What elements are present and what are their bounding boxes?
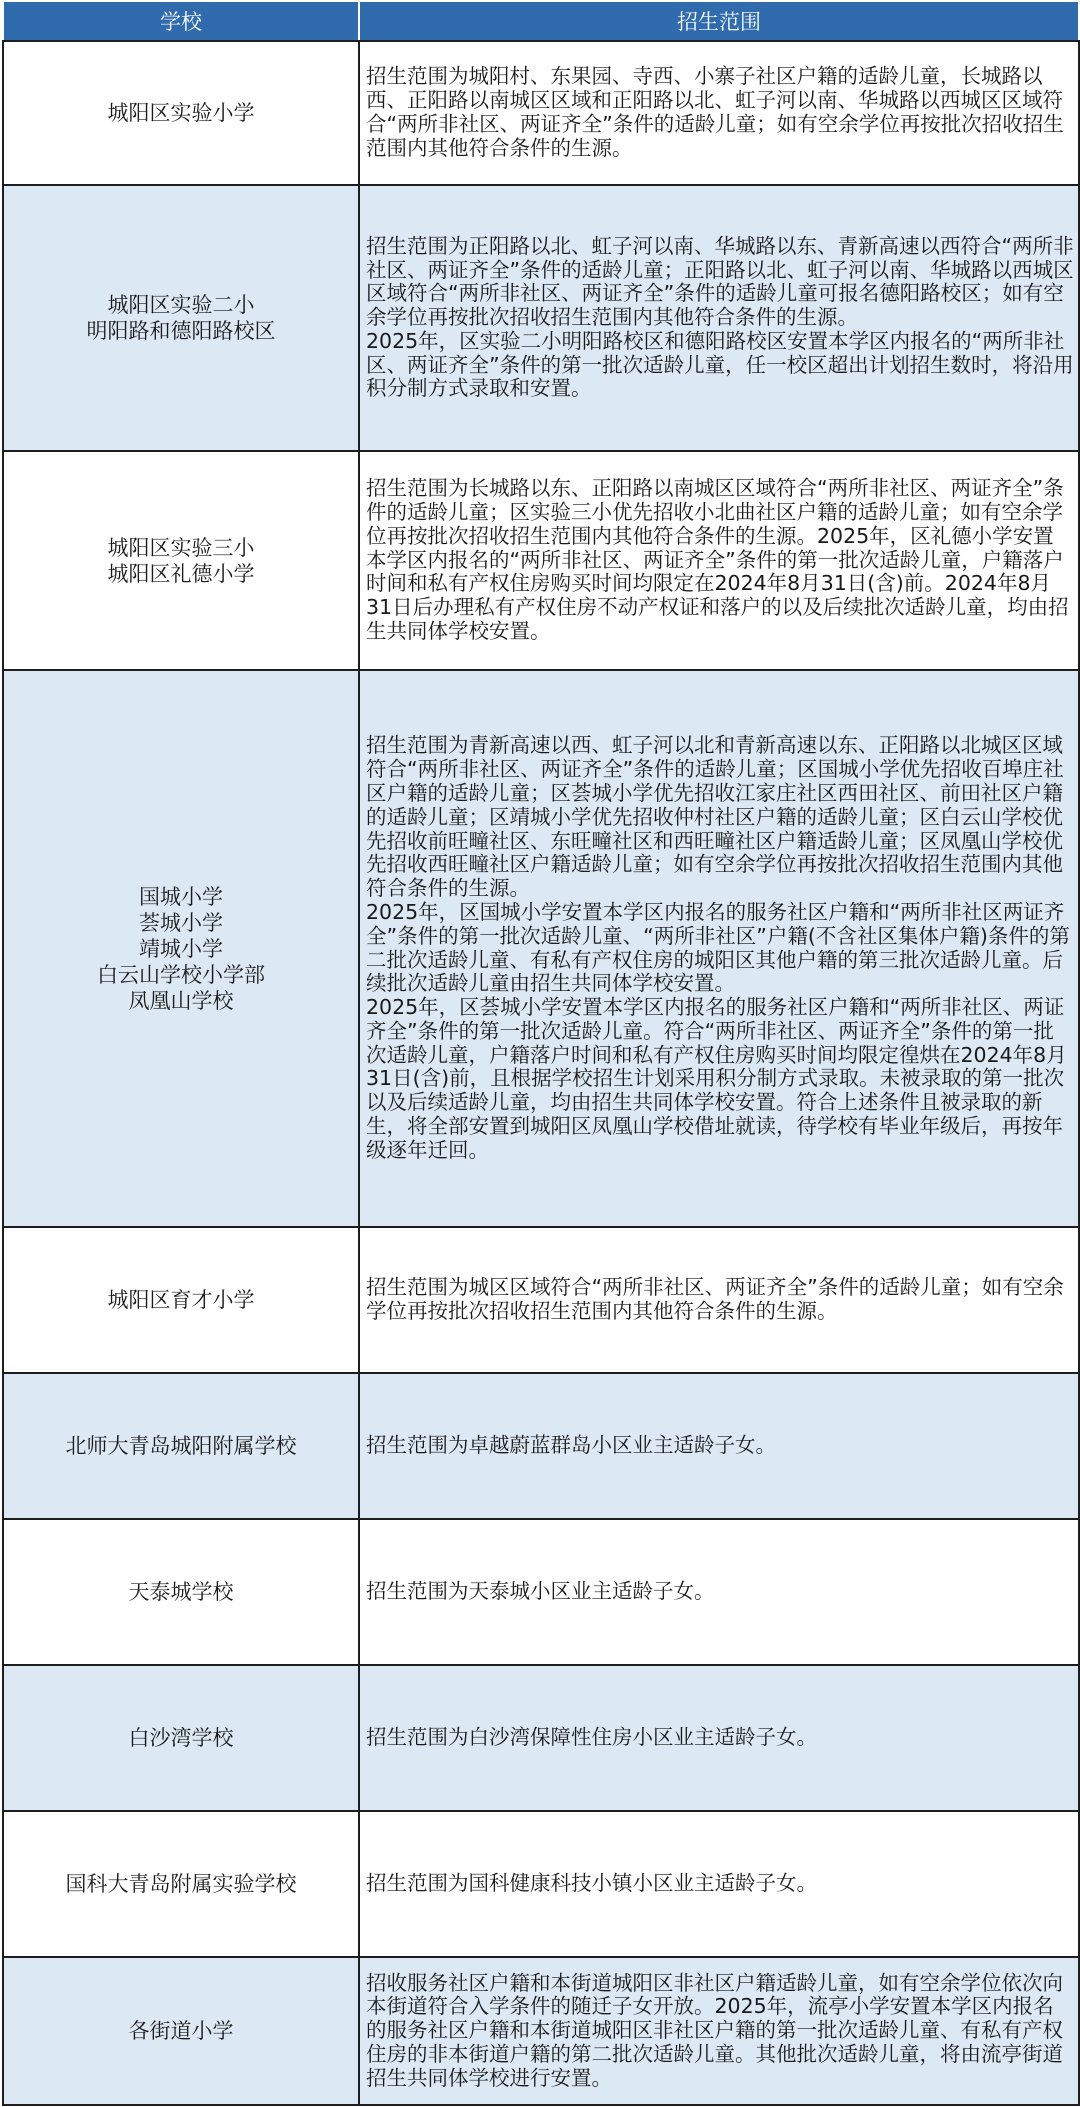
school-name: 城阳区实验三小 [107, 535, 255, 560]
school-cell [3, 670, 359, 1227]
scope-cell [359, 1227, 1079, 1373]
school-name: 白云山学校小学部 [97, 962, 265, 987]
scope-paragraph: 招生范围为青新高速以西、虹子河以北和青新高速以东、正阳路以北城区区域符合“两所非社区、两证齐全”条件的适龄儿童；区国城小学优先招收百埠庄社区户籍的适龄儿童；区荟城小学优先招收江家庄社区西田社区、前田社区户籍的适龄儿童；区靖城小学优先招收仲村社区户籍的适龄儿童；区白云山学校优先招收前旺疃社区、东旺疃社区和西旺疃社区户籍适龄儿童；区凤凰山学校优先招收西旺疃社区户籍适龄儿童；如有空余学位再按批次招收招生范围内其他符合条件的生源。 [366, 733, 1064, 901]
school-cell [3, 451, 359, 670]
school-name: 城阳区实验小学 [107, 101, 255, 125]
school-name: 靖城小学 [139, 936, 223, 961]
table-row [3, 1811, 1079, 1957]
school-name: 白沙湾学校 [128, 1726, 234, 1750]
scope-paragraph: 招生范围为正阳路以北、虹子河以南、华城路以东、青新高速以西符合“两所非社区、两证齐全”条件的适龄儿童；正阳路以北、虹子河以南、华城路以西城区区域符合“两所非社区、两证齐全”条件的适龄儿童可报名德阳路校区；如有空余学位再按批次招收招生范围内其他符合条件的生源。 [366, 233, 1074, 330]
school-name: 各街道小学 [128, 2019, 234, 2043]
table-row [3, 1227, 1079, 1373]
table-row [3, 41, 1079, 185]
scope-paragraph: 招生范围为城阳村、东果园、寺西、小寨子社区户籍的适龄儿童，长城路以西、正阳路以南城区区域和正阳路以北、虹子河以南、华城路以西城区区域符合“两所非社区、两证齐全”条件的适龄儿童；如有空余学位再按批次招收招生范围内其他符合条件的生源。 [366, 64, 1064, 160]
scope-paragraph: 招生范围为国科健康科技小镇小区业主适龄子女。 [366, 1871, 817, 1896]
school-name: 明阳路和德阳路校区 [86, 319, 276, 343]
school-cell [3, 185, 359, 451]
table-row [3, 1957, 1079, 2105]
scope-paragraph: 2025年，区荟城小学安置本学区内报名的服务社区户籍和“两所非社区、两证齐全”条件的第一批次适龄儿童。符合“两所非社区、两证齐全”条件的第一批次适龄儿童，户籍落户时间和私有产权住房购买时间均限定徨烘在2024年8月31日(含)前，且根据学校招生计划采用积分制方式录取。未被录取的第一批次以及后续适龄儿童，均由招生共同体学校安置。符合上述条件且被录取的新生，将全部安置到城阳区凤凰山学校借址就读，待学校有毕业年级后，再按年级逐年迁回。 [366, 995, 1067, 1162]
header-scope: 招生范围 [359, 1, 1079, 41]
table-body [3, 41, 1079, 2105]
scope-cell [359, 185, 1079, 451]
school-name: 城阳区育才小学 [107, 1288, 255, 1312]
scope-paragraph: 招收服务社区户籍和本街道城阳区非社区户籍适龄儿童，如有空余学位依次向本街道符合入学条件的随迁子女开放。2025年，流亭小学安置本学区内报名的服务社区户籍和本街道城阳区非社区户籍的第一批次适龄儿童、有私有产权住房的非本街道户籍的第二批次适龄儿童。其他批次适龄儿童，将由流亭街道招生共同体学校进行安置。 [366, 1970, 1063, 2090]
scope-cell [359, 1957, 1079, 2105]
table-row [3, 670, 1079, 1227]
scope-cell [359, 1665, 1079, 1811]
scope-paragraph: 招生范围为白沙湾保障性住房小区业主适龄子女。 [366, 1725, 817, 1750]
school-cell [3, 41, 359, 185]
table-row [3, 1373, 1079, 1519]
scope-paragraph: 2025年，区国城小学安置本学区内报名的服务社区户籍和“两所非社区两证齐全”条件的第一批次适龄儿童、“两所非社区”户籍(不含社区集体户籍)条件的第二批次适龄儿童、有私有产权住房的城阳区其他户籍的第三批次适龄儿童。后续批次适龄儿童由招生共同体学校安置。 [366, 899, 1070, 996]
school-name: 城阳区实验二小 [107, 293, 255, 317]
school-cell [3, 1519, 359, 1665]
scope-cell [359, 41, 1079, 185]
school-name: 北师大青岛城阳附属学校 [65, 1434, 297, 1458]
school-name: 天泰城学校 [128, 1580, 234, 1604]
school-cell [3, 1811, 359, 1957]
scope-paragraph: 招生范围为城区区域符合“两所非社区、两证齐全”条件的适龄儿童；如有空余学位再按批次招收招生范围内其他符合条件的生源。 [366, 1275, 1064, 1323]
school-name: 国城小学 [139, 884, 223, 909]
table-row [3, 451, 1079, 670]
scope-paragraph: 招生范围为卓越蔚蓝群岛小区业主适龄子女。 [366, 1433, 776, 1458]
school-cell [3, 1957, 359, 2105]
school-cell [3, 1227, 359, 1373]
scope-cell [359, 1373, 1079, 1519]
scope-cell [359, 451, 1079, 670]
scope-cell [359, 1811, 1079, 1957]
school-name: 国科大青岛附属实验学校 [65, 1872, 297, 1896]
header-school: 学校 [3, 1, 359, 41]
school-name: 凤凰山学校 [128, 988, 234, 1013]
scope-paragraph: 招生范围为长城路以东、正阳路以南城区区域符合“两所非社区、两证齐全”条件的适龄儿童；区实验三小优先招收小北曲社区户籍的适龄儿童；如有空余学位再按批次招收招生范围内其他符合条件的生源。2025年，区礼德小学安置本学区内报名的“两所非社区、两证齐全”条件的第一批次适龄儿童，户籍落户时间和私有产权住房购买时间均限定在2024年8月31日(含)前。2024年8月31日后办理私有产权住房不动产权证和落户的以及后续批次适龄儿童，均由招生共同体学校安置。 [366, 476, 1069, 643]
table-row [3, 1519, 1079, 1665]
enrollment-table [2, 0, 1080, 2106]
scope-paragraph: 招生范围为天泰城小区业主适龄子女。 [366, 1579, 715, 1604]
scope-cell [359, 1519, 1079, 1665]
school-cell [3, 1373, 359, 1519]
school-cell [3, 1665, 359, 1811]
table-header-row [3, 1, 1079, 41]
scope-paragraph: 2025年，区实验二小明阳路校区和德阳路校区安置本学区内报名的“两所非社区、两证齐全”条件的第一批次适龄儿童，任一校区超出计划招生数时，将沿用积分制方式录取和安置。 [366, 328, 1074, 401]
table-row [3, 1665, 1079, 1811]
scope-cell [359, 670, 1079, 1227]
school-name: 城阳区礼德小学 [107, 561, 255, 586]
table-row [3, 185, 1079, 451]
school-name: 荟城小学 [139, 910, 223, 935]
